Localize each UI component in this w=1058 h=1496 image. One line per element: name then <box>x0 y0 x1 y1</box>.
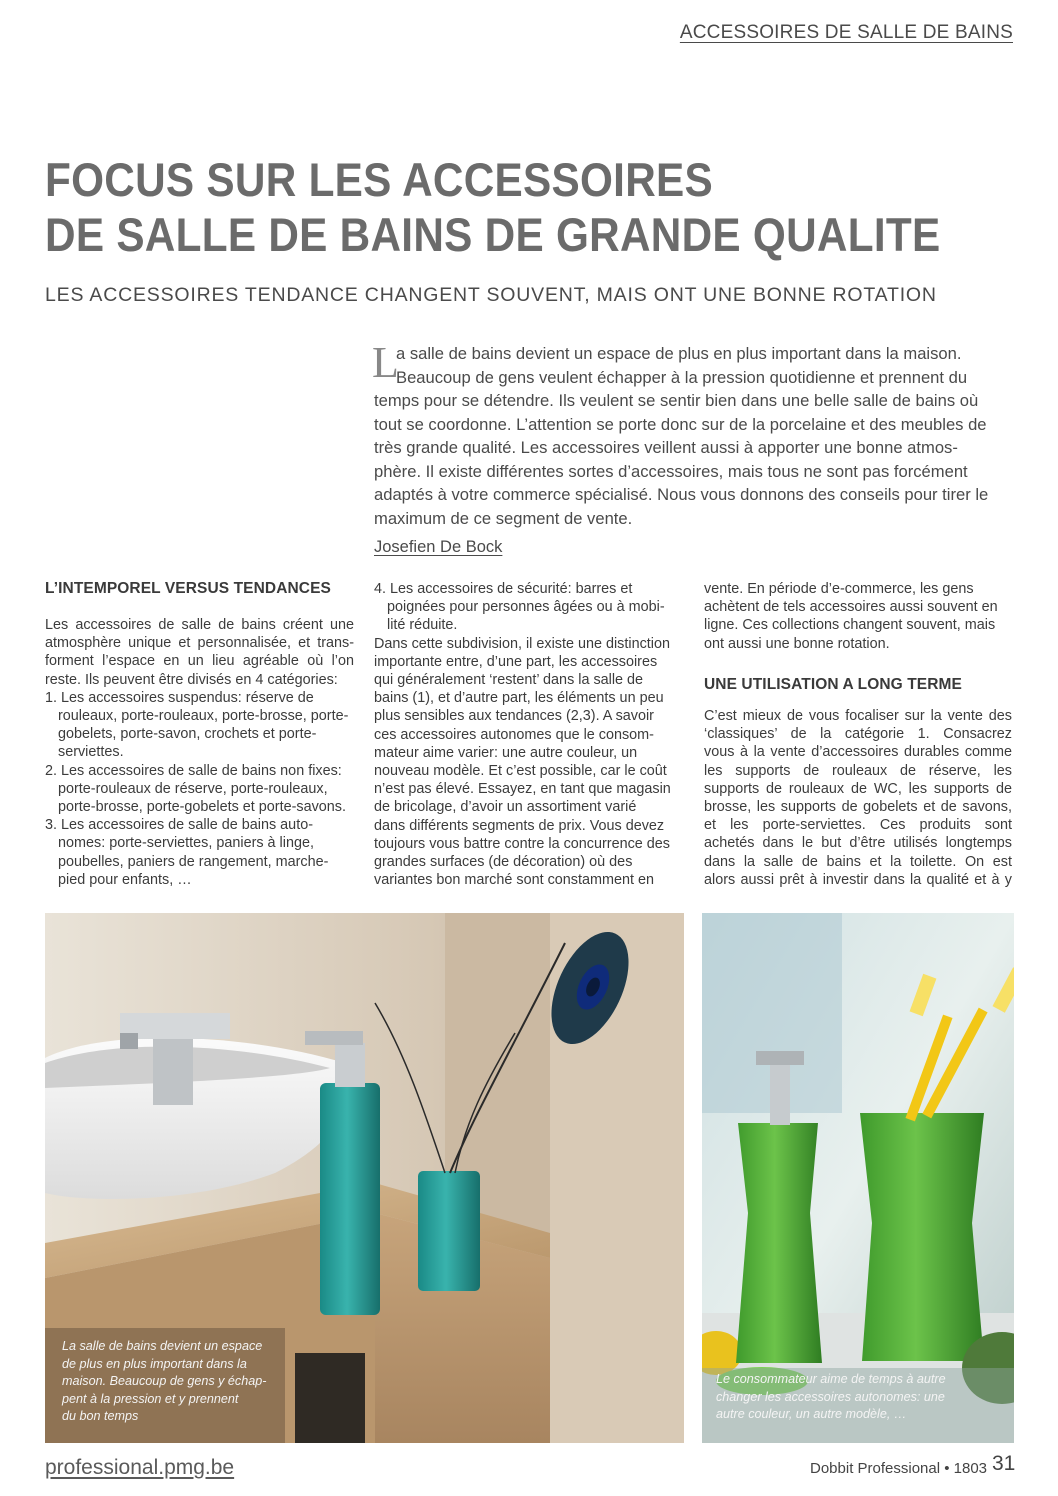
text-line: forment l’espace en un lieu agréable où l’on <box>45 653 354 670</box>
text-line: nomes: porte-serviettes, paniers à linge, <box>58 835 314 852</box>
text-line: pied pour enfants, … <box>58 871 192 888</box>
intro-line: Beaucoup de gens veulent échapper à la pression quotidienne et prennent du <box>396 367 968 387</box>
footer-magazine-name: Dobbit Professional • 1803 <box>810 1460 988 1477</box>
column-3-top-text <box>704 580 1012 653</box>
title-line-2: DE SALLE DE BAINS DE GRANDE QUALITE <box>45 208 941 261</box>
text-line: bains (1), et d’autre part, les éléments un peu <box>374 690 664 707</box>
text-line: vous à la vente d’accessoires durables comme <box>704 744 1012 761</box>
text-line: reste. Ils peuvent être divisés en 4 catégories: <box>45 671 338 688</box>
text-line: achètent de tels accessoires aussi souvent en <box>704 599 998 616</box>
photo-1-caption <box>62 1338 266 1426</box>
caption-line: pent à la pression et y prennent <box>62 1391 239 1406</box>
text-line: lité réduite. <box>387 617 458 634</box>
text-line: poignées pour personnes âgées ou à mobi- <box>387 599 665 616</box>
intro-paragraph <box>372 338 1014 530</box>
text-line: ont aussi une bonne rotation. <box>704 635 890 652</box>
footer-website-link[interactable]: professional.pmg.be <box>45 1456 235 1479</box>
text-line: serviettes. <box>58 744 124 761</box>
list-item-2: 2. Les accessoires de salle de bains non fixes: <box>45 762 342 779</box>
text-line: les supports de rouleaux de réserve, les <box>704 762 1012 779</box>
text-line: qui généralement ‘restent’ dans la salle de <box>374 672 644 689</box>
green-accessories-illustration <box>702 913 1014 1443</box>
text-line: Les accessoires de salle de bains créent une <box>45 617 354 633</box>
intro-line: maximum de ce segment de vente. <box>374 508 633 528</box>
text-line: porte-brosse, porte-gobelets et porte-savons. <box>58 799 346 816</box>
text-line: porte-rouleaux de réserve, porte-rouleaux, <box>58 780 328 797</box>
text-line: ligne. Ces collections changent souvent, mais <box>704 617 996 634</box>
text-line: et les porte-serviettes. Ces produits sont <box>704 817 1012 834</box>
intro-line: adaptés à votre commerce spécialisé. Nous vous donnons des conseils pour tirer le <box>374 485 989 504</box>
text-line: Dans cette subdivision, il existe une distinction <box>374 635 670 652</box>
page-title <box>45 152 941 262</box>
author-byline: Josefien De Bock <box>374 538 503 556</box>
caption-line: autre couleur, un autre modèle, … <box>716 1407 907 1421</box>
text-line: dans différents segments de prix. Vous devez <box>374 817 665 834</box>
text-line: poubelles, paniers de rangement, marche- <box>58 853 329 870</box>
section-heading-intemporel: L’INTEMPOREL VERSUS TENDANCES <box>45 580 331 597</box>
text-line: plus sensibles aux tendances (2,3). A savoir <box>374 708 654 725</box>
column-3-bottom-text <box>704 707 1012 889</box>
text-line: grandes surfaces (de décoration) où des <box>374 854 633 871</box>
text-line: brosse, les supports de gobelets et de savons, <box>704 799 1012 816</box>
subtitle: LES ACCESSOIRES TENDANCE CHANGENT SOUVENT, MAIS ONT UNE BONNE ROTATION <box>45 284 937 306</box>
intro-line: très grande qualité. Les accessoires veillent aussi à apporter une bonne atmos- <box>374 438 958 457</box>
text-line: alors aussi prêt à investir dans la qualité et à y <box>704 871 1012 888</box>
text-line: ‘classiques’ de la catégorie 1. Consacrez <box>704 726 1012 743</box>
column-1-text <box>45 616 354 889</box>
text-line: n’est pas élevé. Essayez, en tant que magasin <box>374 781 671 798</box>
text-line: atmosphère unique et personnalisée, et trans- <box>45 635 354 652</box>
caption-line: changer les accessoires autonomes: une <box>716 1389 945 1404</box>
text-line: achetés dans le but d’être utilisés longtemps <box>704 835 1012 852</box>
list-item-3: 3. Les accessoires de salle de bains auto- <box>45 817 313 834</box>
page-number: 31 <box>992 1452 1016 1475</box>
text-line: nouveau modèle. Et c’est possible, car le coût <box>374 763 667 780</box>
caption-line: de plus en plus important dans la <box>62 1356 247 1371</box>
text-line: toujours vous battre contre la concurrence des <box>374 835 670 852</box>
text-line: vente. En période d’e-commerce, les gens <box>704 581 974 597</box>
drop-cap: L <box>372 338 399 387</box>
intro-line: phère. Il existe différentes sortes d’accessoires, mais tous ne sont pas forcément <box>374 461 968 481</box>
intro-line: tout se coordonne. L’attention se porte donc sur de la porcelaine et des meubles de <box>374 414 987 434</box>
text-line: importante entre, d’une part, les accessoires <box>374 653 658 670</box>
section-label: ACCESSOIRES DE SALLE DE BAINS <box>679 22 1013 43</box>
list-item-4: 4. Les accessoires de sécurité: barres et <box>374 581 633 597</box>
bathroom-vanity-photo <box>45 913 684 1443</box>
text-line: gobelets, porte-savon, crochets et porte- <box>58 726 317 743</box>
title-line-1: FOCUS SUR LES ACCESSOIRES <box>45 153 713 206</box>
column-2-text <box>374 580 680 889</box>
caption-line: Le consommateur aime de temps à autre <box>716 1372 946 1386</box>
text-line: de bricolage, d’avoir un assortiment varié <box>374 799 637 816</box>
text-line: ces accessoires autonomes que le consom- <box>374 726 654 743</box>
text-line: C’est mieux de vous focaliser sur la vente des <box>704 708 1012 724</box>
text-line: mateur aime varier: une autre couleur, un <box>374 744 638 761</box>
intro-line: temps pour se détendre. Ils veulent se sentir bien dans une belle salle de bains où <box>374 391 979 410</box>
text-line: rouleaux, porte-rouleaux, porte-brosse, porte- <box>58 708 349 725</box>
photo-2-caption <box>716 1371 946 1424</box>
text-line: variantes bon marché sont constamment en <box>374 872 654 889</box>
caption-line: du bon temps <box>62 1409 139 1423</box>
text-line: dans la salle de bains et la toilette. On est <box>704 853 1012 870</box>
section-heading-long-terme: UNE UTILISATION A LONG TERME <box>704 676 962 693</box>
caption-line: maison. Beaucoup de gens y échap- <box>62 1374 267 1388</box>
green-accessories-photo <box>702 913 1014 1443</box>
list-item-1: 1. Les accessoires suspendus: réserve de <box>45 689 314 706</box>
caption-line: La salle de bains devient un espace <box>62 1339 263 1353</box>
intro-line: a salle de bains devient un espace de plus en plus important dans la maison. <box>396 344 962 363</box>
text-line: supports de rouleaux de WC, les supports de <box>704 780 1012 797</box>
